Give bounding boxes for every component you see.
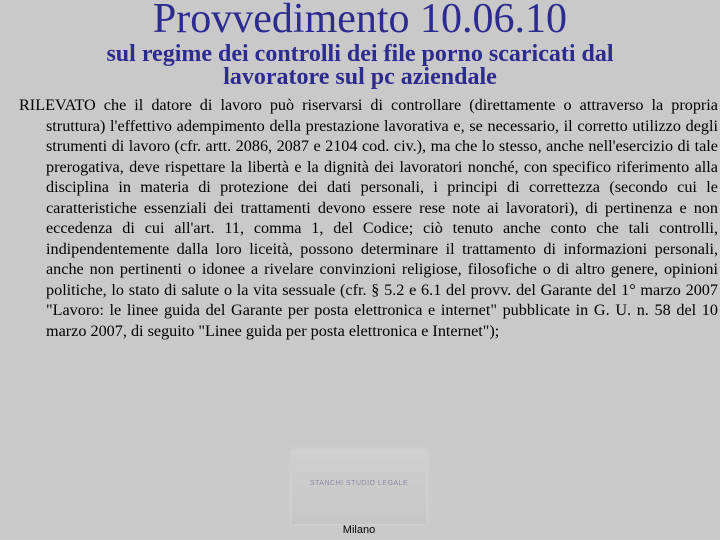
location-caption: Milano xyxy=(342,524,376,536)
logo-text: STANCHI STUDIO LEGALE xyxy=(309,480,409,487)
body-paragraph: RILEVATO che il datore di lavoro può riservarsi di controllare (direttamente o attraverso la propria struttura) l'effettivo adempimento della prestazione lavorativa e, se necessario, il corretto utilizzo degli strumenti di lavoro (cfr. artt. 2086, 2087 e 2104 cod. civ.), ma che lo stesso, anche nell'esercizio di tale prerogativa, deve rispettare la libertà e la dignità dei lavoratori nonché, con specifico riferimento alla disciplina in materia di protezione dei dati personali, i principi di correttezza (secondo cui le caratteristiche essenziali dei trattamenti devono essere rese note ai lavoratori), di pertinenza e non eccedenza di cui all'art. 11, comma 1, del Codice; ciò tenuto anche conto che tali controlli, indipendentemente dalla loro liceità, possono determinare il trattamento di informazioni personali, anche non pertinenti o idonee a rivelare convinzioni religiose, filosofiche o di altro genere, opinioni politiche, lo stato di salute o la vita sessuale (cfr. § 5.2 e 6.1 del provv. del Garante del 1° marzo 2007 "Lavoro: le linee guida del Garante per posta elettronica e internet" pubblicate in G. U. n. 58 del 10 marzo 2007, di seguito "Linee guida per posta elettronica e Internet"); xyxy=(19,96,718,340)
slide-subtitle: sul regime dei controlli dei file porno scaricati dal lavoratore sul pc aziendale xyxy=(106,41,614,90)
slide-title: Provvedimento 10.06.10 xyxy=(152,0,568,42)
law-firm-logo xyxy=(292,450,426,524)
